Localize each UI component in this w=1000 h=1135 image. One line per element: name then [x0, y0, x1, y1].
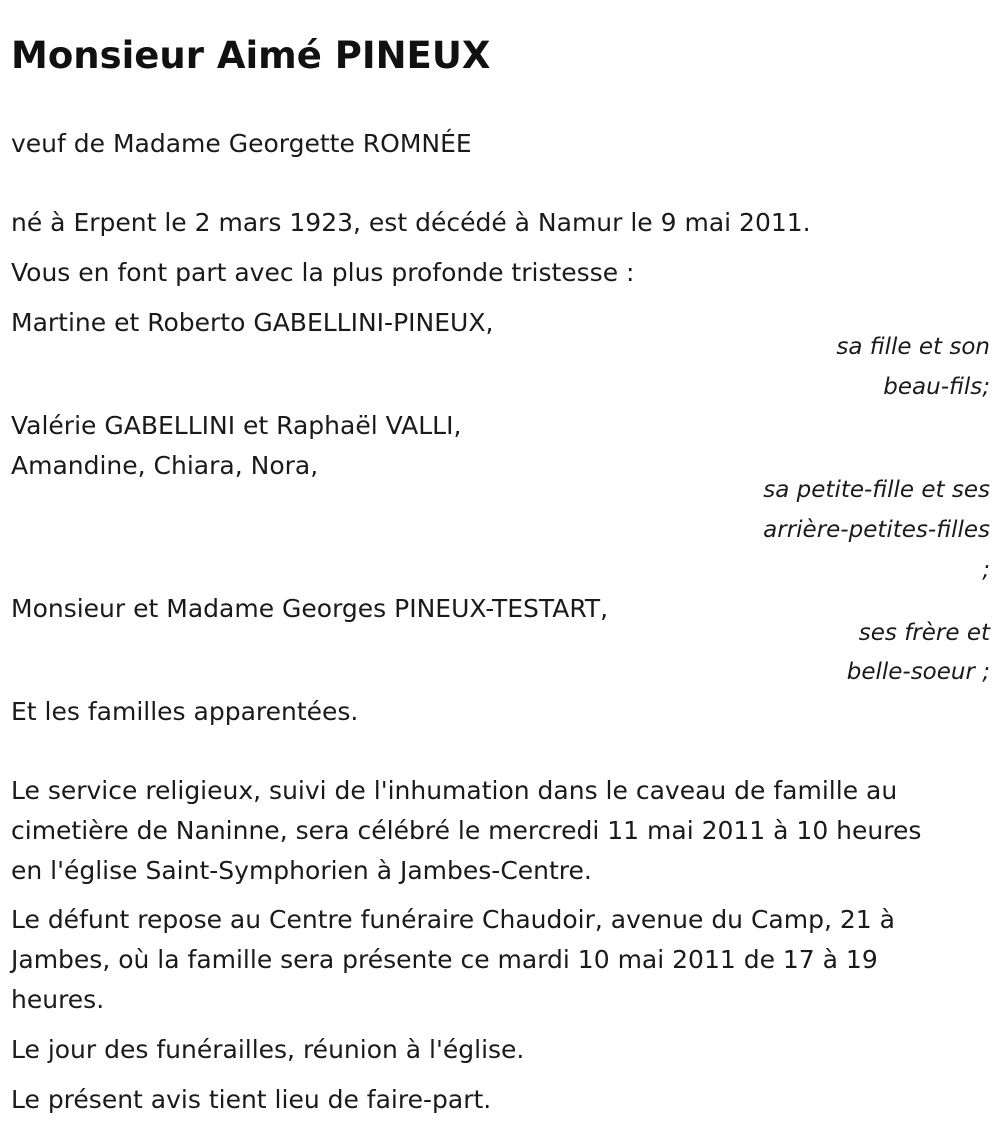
service-paragraph	[11, 771, 971, 891]
mourner-names-granddaughter: Valérie GABELLINI et Raphaël VALLI,	[11, 411, 462, 440]
service-line: Le service religieux, suivi de l'inhumation dans le caveau de famille au	[11, 776, 898, 805]
relation-daughter-line-2: beau-fils;	[883, 374, 990, 400]
widower-line: veuf de Madame Georgette ROMNÉE	[11, 129, 472, 158]
service-line: cimetière de Naninne, sera célébré le mercredi 11 mai 2011 à 10 heures	[11, 816, 922, 845]
service-line: en l'église Saint-Symphorien à Jambes-Centre.	[11, 856, 592, 885]
relation-daughter-line-1: sa fille et son	[836, 334, 990, 360]
deceased-name-title: Monsieur Aimé PINEUX	[11, 34, 491, 77]
repose-paragraph	[11, 900, 971, 1020]
relation-granddaughter-line-2: arrière-petites-filles	[763, 517, 990, 543]
repose-line: Jambes, où la famille sera présente ce mardi 10 mai 2011 de 17 à 19	[11, 945, 878, 974]
mourner-names-brother: Monsieur et Madame Georges PINEUX-TESTART,	[11, 594, 609, 623]
repose-line: heures.	[11, 985, 105, 1014]
families-line: Et les familles apparentées.	[11, 697, 359, 726]
repose-line: Le défunt repose au Centre funéraire Chaudoir, avenue du Camp, 21 à	[11, 905, 895, 934]
closing-line: Le présent avis tient lieu de faire-part.	[11, 1085, 492, 1114]
relation-brother-line-1: ses frère et	[858, 620, 990, 646]
birth-death-line: né à Erpent le 2 mars 1923, est décédé à Namur le 9 mai 2011.	[11, 208, 811, 237]
meeting-line: Le jour des funérailles, réunion à l'église.	[11, 1035, 525, 1064]
relation-granddaughter-line-3: ;	[982, 557, 990, 583]
relation-granddaughter-line-1: sa petite-fille et ses	[763, 477, 990, 503]
mourner-names-great-granddaughters: Amandine, Chiara, Nora,	[11, 451, 319, 480]
mourner-names-daughter: Martine et Roberto GABELLINI-PINEUX,	[11, 308, 494, 337]
announcement-line: Vous en font part avec la plus profonde tristesse :	[11, 258, 635, 287]
relation-brother-line-2: belle-soeur ;	[846, 659, 990, 685]
